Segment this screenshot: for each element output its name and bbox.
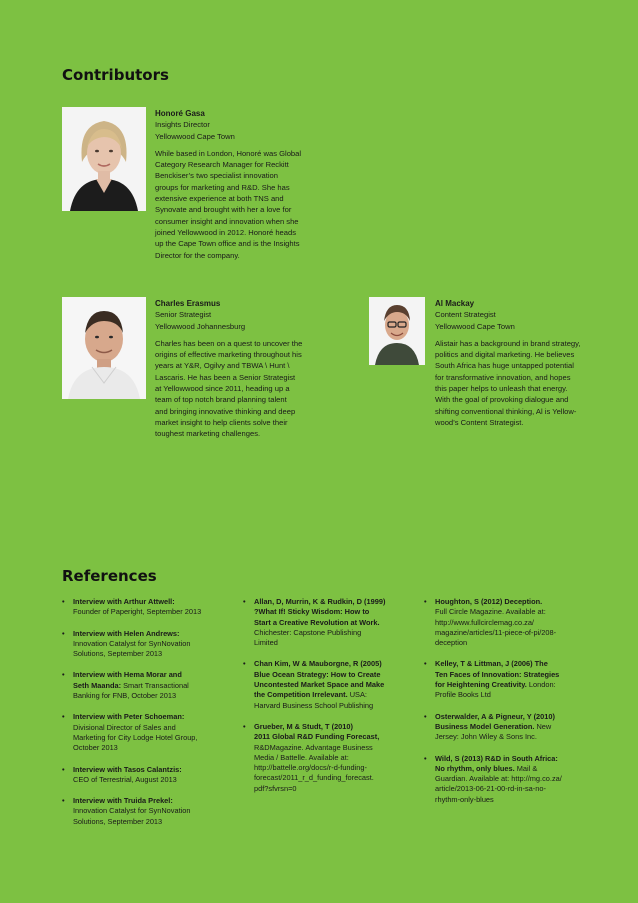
reference-detail: http://www.fullcirclemag.co.za/ — [435, 617, 534, 627]
bio-line: and bringing innovative thinking and deep — [155, 406, 296, 416]
reference-detail: London: — [526, 680, 556, 690]
reference-detail: Profile Books Ltd — [435, 690, 491, 700]
bio-line: up the Cape Town office and is the Insights — [155, 239, 300, 249]
bio-line: at Yellowwood since 2011, heading up a — [155, 384, 290, 394]
reference-title: Uncontested Market Space and Make — [254, 680, 385, 690]
reference-title: • Grueber, M & Studt, T (2010) — [254, 721, 353, 731]
honore-bio-block — [155, 108, 321, 261]
reference-title: • Osterwalder, A & Pigneur, Y (2010) — [435, 711, 555, 721]
reference-detail: pdf?sfvrsn=0 — [254, 783, 297, 793]
bio-line: team of top notch brand planning talent — [155, 395, 287, 405]
contributor-bio — [155, 338, 321, 440]
bio-line: wood’s Content Strategist. — [435, 417, 524, 427]
contributor-office: Yellowwood Cape Town — [155, 131, 235, 141]
bio-line: shifting conventional thinking, Al is Yellow- — [435, 406, 577, 416]
contributors-heading: Contributors — [62, 66, 169, 84]
reference-title: • Allan, D, Murrin, K & Rudkin, D (1999) — [254, 597, 386, 606]
reference-detail: Banking for FNB, October 2013 — [73, 691, 177, 701]
reference-title: No rhythm, only blues. — [435, 763, 515, 773]
reference-detail: Jersey: John Wiley & Sons Inc. — [435, 732, 537, 742]
reference-detail: Smart Transactional — [121, 680, 189, 690]
reference-item — [243, 722, 415, 794]
reference-detail: Harvard Business School Publishing — [254, 700, 374, 710]
bio-line: toughest marketing challenges. — [155, 429, 261, 439]
reference-detail: rhythm-only-blues — [435, 794, 494, 804]
reference-title: Seth Maanda: — [73, 680, 122, 690]
reference-detail: Solutions, September 2013 — [73, 649, 163, 659]
bio-line: this paper helps to unleash that energy. — [435, 384, 568, 394]
reference-detail: Marketing for City Lodge Hotel Group, — [73, 732, 198, 742]
reference-item — [243, 597, 415, 648]
reference-title: the Competition Irrelevant. — [254, 690, 348, 700]
reference-detail: R&DMagazine. Advantage Business — [254, 742, 373, 752]
reference-item — [62, 765, 232, 786]
reference-item — [62, 629, 232, 660]
reference-detail: deception — [435, 638, 468, 648]
contributor-title: Senior Strategist — [155, 310, 212, 320]
bio-line: Benckiser’s two specialist innovation — [155, 171, 278, 181]
bio-line: joined Yellowwood in 2012. Honoré heads — [155, 227, 297, 237]
reference-item — [243, 659, 415, 710]
reference-item — [424, 754, 600, 805]
reference-title: Business Model Generation. — [435, 721, 535, 731]
reference-detail: Limited — [254, 638, 278, 648]
reference-title: • Houghton, S (2012) Deception. — [435, 597, 543, 606]
contributor-title: Insights Director — [155, 120, 210, 130]
reference-detail: Innovation Catalyst for SynNovation — [73, 638, 191, 648]
reference-title: Ten Faces of Innovation: Strategies — [435, 669, 560, 679]
reference-detail: Solutions, September 2013 — [73, 816, 163, 826]
reference-item — [62, 670, 232, 701]
references-column-3 — [424, 597, 600, 816]
charles-portrait-image — [62, 297, 146, 399]
reference-title: ?What If! Sticky Wisdom: How to — [254, 607, 370, 617]
references-column-2 — [243, 597, 415, 805]
contributor-office: Yellowwood Johannesburg — [155, 321, 246, 331]
reference-item — [62, 712, 232, 753]
reference-title: • Interview with Hema Morar and — [73, 670, 182, 680]
reference-detail: Innovation Catalyst for SynNovation — [73, 806, 191, 816]
bio-line: Charles has been on a quest to uncover the — [155, 338, 303, 348]
bio-line: South Africa has huge untapped potential — [435, 361, 574, 371]
charles-photo — [62, 297, 146, 399]
bio-line: years at Y&R, Ogilvy and TBWA \ Hunt \ — [155, 361, 290, 371]
reference-detail: http://battelle.org/docs/r-d-funding- — [254, 763, 367, 773]
reference-title: • Kelley, T & Littman, J (2006) The — [435, 659, 548, 669]
reference-title: • Interview with Peter Schoeman: — [73, 712, 185, 722]
contributor-bio — [435, 338, 600, 428]
bio-line: consumer insight and innovation when she — [155, 216, 299, 226]
reference-title: Blue Ocean Strategy: How to Create — [254, 669, 381, 679]
bio-line: Synovate and brought with her a love for — [155, 205, 292, 215]
bio-line: politics and digital marketing. He believes — [435, 350, 575, 360]
contributor-name: Charles Erasmus — [155, 299, 221, 308]
bio-line: Director for the company. — [155, 250, 240, 260]
reference-detail: New — [534, 721, 552, 731]
al-bio-block — [435, 298, 600, 428]
reference-title: 2011 Global R&D Funding Forecast, — [254, 732, 380, 742]
bio-line: market insight to help clients solve their — [155, 417, 288, 427]
reference-detail: USA: — [347, 690, 367, 700]
reference-title: Start a Creative Revolution at Work. — [254, 617, 380, 627]
reference-detail: Full Circle Magazine. Available at: — [435, 607, 546, 617]
reference-detail: Mail & — [514, 763, 538, 773]
contributor-name: Honoré Gasa — [155, 109, 205, 118]
bio-line: origins of effective marketing throughout his — [155, 350, 302, 360]
contributor-title: Content Strategist — [435, 310, 496, 320]
reference-item — [424, 659, 600, 700]
bio-line: With the goal of provoking dialogue and — [435, 395, 569, 405]
honore-portrait-image — [62, 107, 146, 211]
reference-item — [62, 597, 232, 618]
charles-bio-block — [155, 298, 321, 440]
bio-line: While based in London, Honoré was Global — [155, 148, 302, 158]
reference-title: • Interview with Helen Andrews: — [73, 628, 180, 638]
references-column-1 — [62, 597, 232, 838]
contributor-name: Al Mackay — [435, 299, 475, 308]
reference-detail: forecast/2011_r_d_funding_forecast. — [254, 773, 374, 783]
reference-item — [424, 597, 600, 648]
reference-detail: CEO of Terrestrial, August 2013 — [73, 774, 177, 784]
reference-item — [424, 712, 600, 743]
reference-detail: article/2013-06-21-00-rd-in-sa-no- — [435, 784, 546, 794]
reference-detail: Divisional Director of Sales and — [73, 722, 176, 732]
reference-detail: Guardian. Available at: http://mg.co.za/ — [435, 774, 562, 784]
al-photo — [369, 297, 425, 365]
reference-detail: Chichester: Capstone Publishing — [254, 627, 362, 637]
reference-title: for Heightening Creativity. — [435, 680, 527, 690]
contributor-office: Yellowwood Cape Town — [435, 321, 515, 331]
references-heading: References — [62, 567, 157, 585]
bio-line: for transformative innovation, and hopes — [435, 372, 571, 382]
reference-title: • Chan Kim, W & Mauborgne, R (2005) — [254, 659, 382, 669]
al-portrait-image — [369, 297, 425, 365]
bio-line: Alistair has a background in brand strategy, — [435, 338, 581, 348]
reference-title: • Interview with Tasos Calantzis: — [73, 764, 182, 774]
reference-item — [62, 796, 232, 827]
reference-detail: October 2013 — [73, 743, 118, 753]
reference-title: • Wild, S (2013) R&D in South Africa: — [435, 753, 558, 763]
contributor-bio — [155, 148, 321, 261]
bio-line: groups for marketing and R&D. She has — [155, 182, 290, 192]
bio-line: Category Research Manager for Reckitt — [155, 160, 289, 170]
bio-line: extensive experience at both TNS and — [155, 194, 284, 204]
bio-line: Lascaris. He has been a Senior Strategist — [155, 372, 296, 382]
reference-title: • Interview with Truida Prekel: — [73, 796, 173, 806]
reference-detail: Media / Battelle. Available at: — [254, 752, 349, 762]
honore-photo — [62, 107, 146, 211]
reference-title: • Interview with Arthur Attwell: — [73, 597, 175, 606]
reference-detail: magazine/articles/11-piece-of-pi/208- — [435, 627, 557, 637]
reference-detail: Founder of Paperight, September 2013 — [73, 607, 202, 617]
